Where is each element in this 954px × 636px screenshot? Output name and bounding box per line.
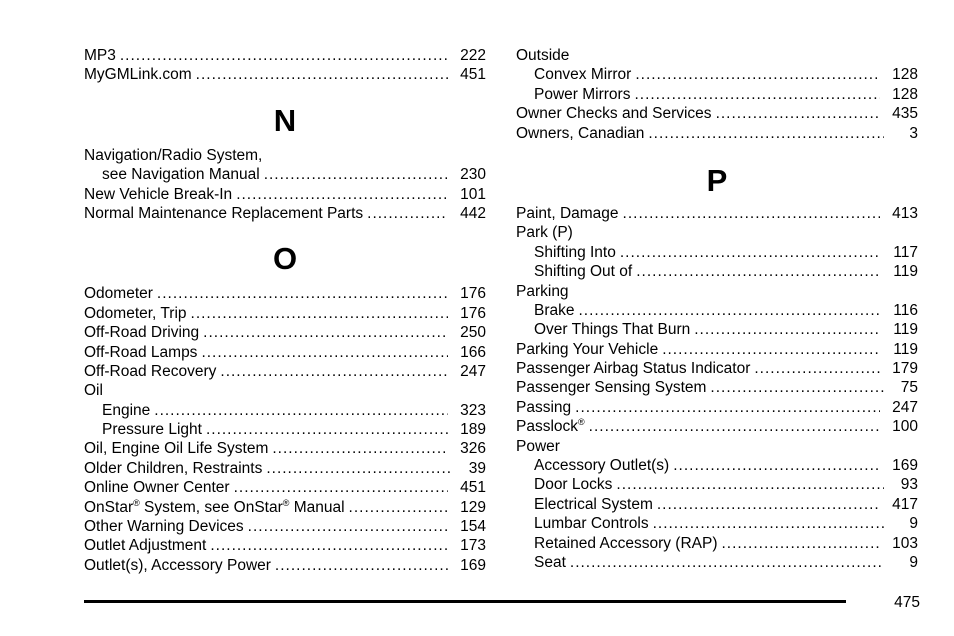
index-entry: Odometer, Trip ..... 176 (84, 304, 486, 323)
index-entry-onstar: OnStar® System, see OnStar® Manual ..... 129 (84, 498, 486, 517)
index-group-power (516, 456, 918, 572)
index-entry: Outlet Adjustment ..... 173 (84, 536, 486, 555)
section-letter-p: P (706, 162, 728, 198)
index-group-oil (84, 401, 486, 440)
index-heading-navigation: Navigation/Radio System, (84, 146, 263, 164)
index-entry: Owner Checks and Services ..... 435 (516, 104, 918, 123)
index-column-left (84, 46, 486, 575)
section-letter-o: O (272, 241, 298, 277)
index-group-outside (516, 65, 918, 104)
index-group-o-b (84, 439, 486, 497)
registered-mark: ® (282, 497, 290, 508)
index-heading-parking: Parking (516, 282, 569, 300)
index-group-p-b (516, 340, 918, 418)
index-entry: Power Mirrors ..... 128 (516, 85, 918, 104)
index-entry: Passing ..... 247 (516, 398, 918, 417)
index-entry-paint-damage: Paint, Damage ..... 413 (516, 204, 918, 223)
index-entry: MP3 ..... 222 (84, 46, 486, 65)
index-entry-navigation-manual: see Navigation Manual ..... 230 (84, 165, 486, 184)
index-entry: Off-Road Driving ..... 250 (84, 323, 486, 342)
index-entry: New Vehicle Break-In ..... 101 (84, 185, 486, 204)
index-entry: Passenger Airbag Status Indicator ..... 179 (516, 359, 918, 378)
index-column-right (516, 46, 918, 572)
section-letter-n: N (273, 102, 297, 138)
index-entry: Parking Your Vehicle ..... 119 (516, 340, 918, 359)
index-group-park (516, 243, 918, 282)
index-entry: Oil, Engine Oil Life System ..... 326 (84, 439, 486, 458)
index-entry: Passenger Sensing System ..... 75 (516, 378, 918, 397)
index-group-parking (516, 301, 918, 340)
index-entry: Owners, Canadian ..... 3 (516, 124, 918, 143)
page-number: 475 (894, 594, 920, 611)
index-entry: Over Things That Burn ..... 119 (516, 320, 918, 339)
index-group-n (84, 185, 486, 224)
index-entry: Brake ..... 116 (516, 301, 918, 320)
index-heading-oil: Oil (84, 382, 103, 400)
index-entry-passlock: Passlock® ..... 100 (516, 417, 918, 436)
index-entry: Off-Road Lamps ..... 166 (84, 343, 486, 362)
index-entry: Online Owner Center ..... 451 (84, 478, 486, 497)
index-heading-outside: Outside (516, 47, 570, 64)
index-group-o-a (84, 284, 486, 381)
index-entry: Convex Mirror ..... 128 (516, 65, 918, 84)
index-entry: Engine ..... 323 (84, 401, 486, 420)
index-group-m (84, 46, 486, 85)
index-entry: Lumbar Controls ..... 9 (516, 514, 918, 533)
index-entry: Outlet(s), Accessory Power ..... 169 (84, 556, 486, 575)
index-entry: Off-Road Recovery ..... 247 (84, 362, 486, 381)
index-entry: Odometer ..... 176 (84, 284, 486, 303)
registered-mark: ® (133, 497, 140, 508)
index-heading-power: Power (516, 437, 560, 455)
index-entry: Door Locks ..... 93 (516, 475, 918, 494)
index-entry: Normal Maintenance Replacement Parts ..... 442 (84, 204, 486, 223)
footer-rule (84, 600, 846, 603)
index-entry: Accessory Outlet(s) ..... 169 (516, 456, 918, 475)
index-entry: Retained Accessory (RAP) ..... 103 (516, 534, 918, 553)
index-entry: Shifting Out of ..... 119 (516, 262, 918, 281)
index-entry: MyGMLink.com ..... 451 (84, 65, 486, 84)
index-entry: Shifting Into ..... 117 (516, 243, 918, 262)
index-entry: Other Warning Devices ..... 154 (84, 517, 486, 536)
index-heading-park: Park (P) (516, 224, 573, 242)
index-entry: Older Children, Restraints ..... 39 (84, 459, 486, 478)
index-entry: Pressure Light ..... 189 (84, 420, 486, 439)
registered-mark: ® (578, 417, 585, 428)
index-entry: Electrical System ..... 417 (516, 495, 918, 514)
index-entry: Seat ..... 9 (516, 553, 918, 572)
index-group-o-c (84, 517, 486, 575)
index-group-owner (516, 104, 918, 143)
